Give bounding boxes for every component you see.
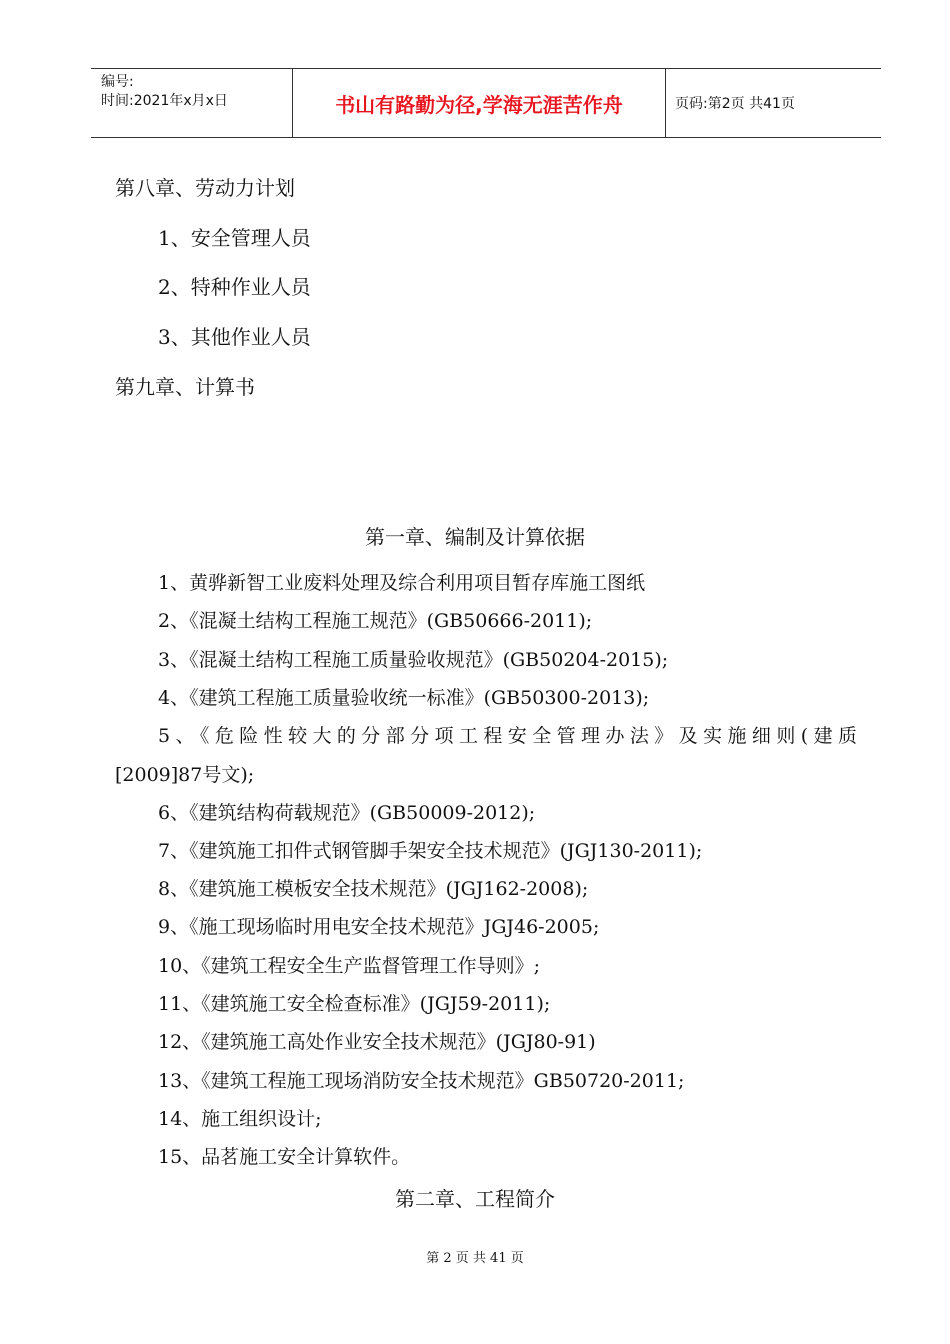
basis-item: 6、《建筑结构荷载规范》(GB50009-2012); (158, 802, 536, 824)
basis-item: 5、《危险性较大的分部分项工程安全管理办法》及实施细则(建质 (158, 725, 858, 747)
basis-item: 3、《混凝土结构工程施工质量验收规范》(GB50204-2015); (158, 649, 669, 671)
toc-item: 2、特种作业人员 (158, 275, 311, 299)
basis-item-continued: [2009]87号文); (115, 764, 255, 786)
page-header (91, 68, 881, 138)
header-motto: 书山有路勤为径,学海无涯苦作舟 (293, 69, 666, 137)
basis-item: 1、黄骅新智工业废料处理及综合利用项目暂存库施工图纸 (158, 572, 646, 594)
basis-item: 4、《建筑工程施工质量验收统一标准》(GB50300-2013); (158, 687, 650, 709)
header-meta (91, 69, 293, 137)
basis-item: 15、品茗施工安全计算软件。 (158, 1146, 411, 1168)
number-label: 编号: (101, 74, 134, 90)
time-label: 时间:2021年x月x日 (101, 93, 228, 109)
basis-item: 12、《建筑施工高处作业安全技术规范》(JGJ80-91) (158, 1031, 596, 1053)
toc-item: 3、其他作业人员 (158, 325, 311, 349)
toc-item: 1、安全管理人员 (158, 226, 311, 250)
basis-item: 11、《建筑施工安全检查标准》(JGJ59-2011); (158, 993, 551, 1015)
basis-item: 7、《建筑施工扣件式钢管脚手架安全技术规范》(JGJ130-2011); (158, 840, 703, 862)
header-page-info: 页码:第2页 共41页 (675, 96, 795, 112)
toc-chapter-9: 第九章、计算书 (115, 375, 255, 399)
basis-item: 8、《建筑施工模板安全技术规范》(JGJ162-2008); (158, 878, 589, 900)
basis-item: 10、《建筑工程安全生产监督管理工作导则》; (158, 955, 541, 977)
page-footer: 第 2 页 共 41 页 (426, 1251, 524, 1266)
chapter-2-title: 第二章、工程简介 (395, 1187, 555, 1211)
basis-item: 9、《施工现场临时用电安全技术规范》JGJ46-2005; (158, 916, 600, 938)
basis-item: 14、施工组织设计; (158, 1108, 322, 1130)
toc-chapter-8: 第八章、劳动力计划 (115, 176, 295, 200)
chapter-1-title: 第一章、编制及计算依据 (365, 525, 585, 549)
basis-item: 13、《建筑工程施工现场消防安全技术规范》GB50720-2011; (158, 1070, 685, 1092)
basis-item: 2、《混凝土结构工程施工规范》(GB50666-2011); (158, 610, 593, 632)
